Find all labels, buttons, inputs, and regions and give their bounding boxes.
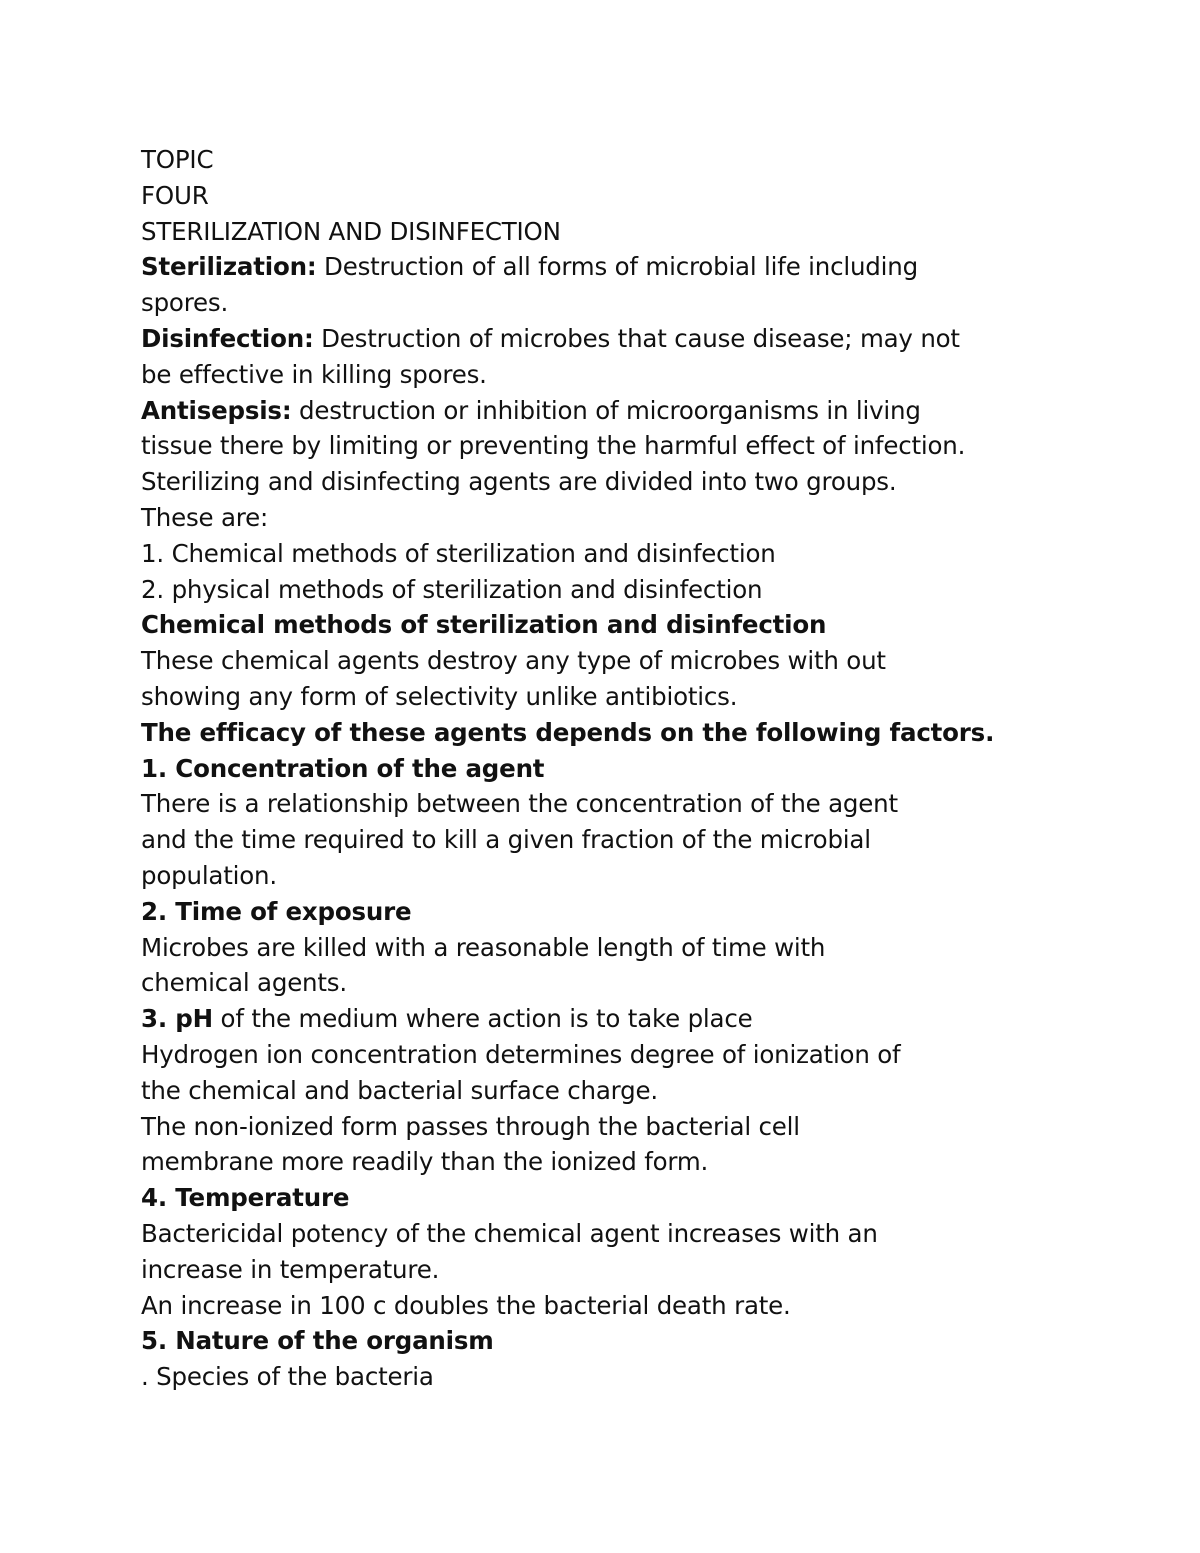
term-disinfection: Disinfection:: [141, 323, 314, 353]
paragraph-line: chemical agents.: [141, 968, 347, 998]
definition-disinfection: [141, 321, 1141, 357]
definition-text: spores.: [141, 288, 229, 318]
document-body: [141, 142, 1141, 1395]
factor-heading-concentration: 1. Concentration of the agent: [141, 753, 545, 783]
definition-text: be effective in killing spores.: [141, 359, 487, 389]
factor-heading-time: 2. Time of exposure: [141, 896, 412, 926]
paragraph-line: These are:: [141, 502, 269, 532]
definition-sterilization: [141, 249, 1141, 285]
factor-heading-ph-rest: of the medium where action is to take place: [212, 1004, 753, 1034]
definition-text: destruction or inhibition of microorganisms in living: [291, 395, 921, 425]
paragraph-line: membrane more readily than the ionized form.: [141, 1147, 709, 1177]
paragraph-line: Sterilizing and disinfecting agents are divided into two groups.: [141, 467, 897, 497]
factor-heading-temperature: 4. Temperature: [141, 1183, 350, 1213]
term-sterilization: Sterilization:: [141, 252, 317, 282]
paragraph-line: These chemical agents destroy any type of microbes with out: [141, 646, 886, 676]
definition-text: tissue there by limiting or preventing the harmful effect of infection.: [141, 431, 966, 461]
term-antisepsis: Antisepsis:: [141, 395, 292, 425]
paragraph-line: the chemical and bacterial surface charge.: [141, 1075, 658, 1105]
document-title: STERILIZATION AND DISINFECTION: [141, 216, 561, 246]
topic-number: FOUR: [141, 180, 209, 210]
definition-antisepsis: [141, 393, 1141, 429]
paragraph-line: and the time required to kill a given fraction of the microbial: [141, 825, 871, 855]
topic-label: TOPIC: [141, 145, 214, 174]
paragraph-line: . Species of the bacteria: [141, 1362, 434, 1392]
factor-heading-ph: [141, 1001, 1141, 1037]
paragraph-line: An increase in 100 c doubles the bacterial death rate.: [141, 1290, 791, 1320]
paragraph-line: showing any form of selectivity unlike antibiotics.: [141, 681, 738, 711]
paragraph-line: Hydrogen ion concentration determines degree of ionization of: [141, 1039, 901, 1069]
factor-heading-ph-bold: 3. pH: [141, 1004, 213, 1034]
paragraph-line: Bactericidal potency of the chemical agent increases with an: [141, 1218, 878, 1248]
paragraph-line: There is a relationship between the concentration of the agent: [141, 789, 898, 819]
definition-text: Destruction of all forms of microbial life including: [316, 252, 918, 282]
factor-heading-organism: 5. Nature of the organism: [141, 1326, 494, 1356]
paragraph-line: The non-ionized form passes through the bacterial cell: [141, 1111, 800, 1141]
section-heading-efficacy: The efficacy of these agents depends on the following factors.: [141, 717, 995, 747]
paragraph-line: increase in temperature.: [141, 1254, 440, 1284]
list-item: 2. physical methods of sterilization and disinfection: [141, 574, 763, 604]
list-item: 1. Chemical methods of sterilization and disinfection: [141, 538, 776, 568]
paragraph-line: population.: [141, 860, 277, 890]
paragraph-line: Microbes are killed with a reasonable length of time with: [141, 932, 826, 962]
section-heading-chemical: Chemical methods of sterilization and disinfection: [141, 610, 827, 640]
definition-text: Destruction of microbes that cause disease; may not: [313, 323, 960, 353]
